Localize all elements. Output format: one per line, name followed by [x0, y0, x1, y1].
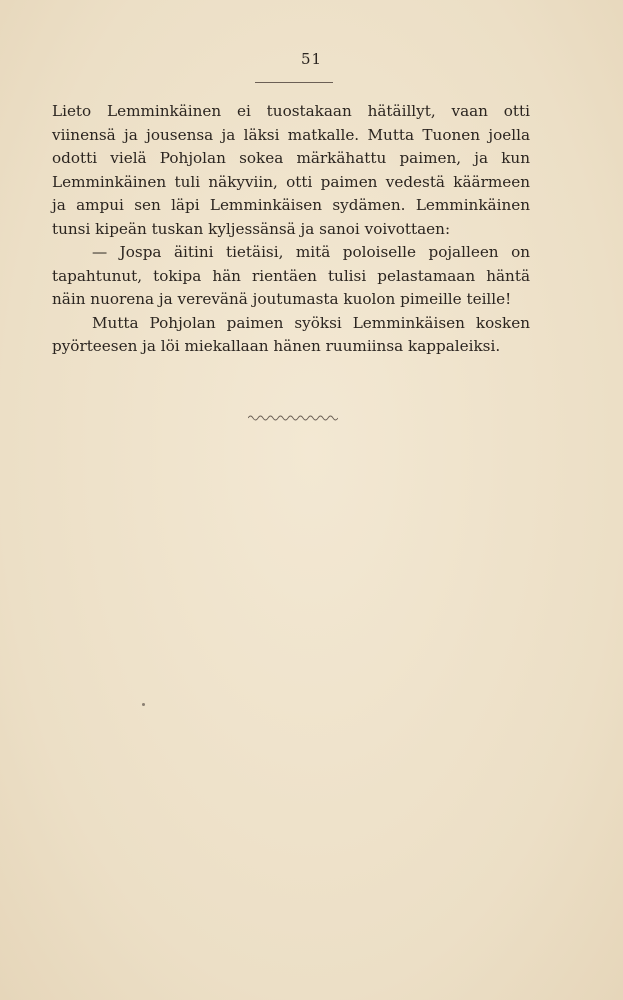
text-line: viinensä ja jousensa ja läksi matkalle. Mutta Tuonen joella: [52, 125, 530, 144]
text-line: näin nuorena ja verevänä joutumasta kuolon pimeille teille!: [52, 290, 512, 308]
text-line: pyörteesen ja löi miekallaan hänen ruumiinsa kappaleiksi.: [52, 337, 501, 355]
page-number-rule: [255, 82, 333, 83]
text-line: Lemminkäinen tuli näkyviin, otti paimen vedestä käärmeen: [52, 172, 530, 191]
text-line: Lieto Lemminkäinen ei tuostakaan hätäillyt, vaan otti: [52, 102, 530, 120]
text-line: ja ampui sen läpi Lemminkäisen sydämen. Lemminkäinen: [52, 196, 530, 214]
body-text: [52, 100, 530, 359]
paper-speck: [142, 703, 145, 706]
text-line: tapahtunut, tokipa hän rientäen tulisi pelastamaan häntä: [52, 266, 530, 285]
text-line: Mutta Pohjolan paimen syöksi Lemminkäisen kosken: [92, 313, 530, 332]
text-line: tunsi kipeän tuskan kyljessänsä ja sanoi voivottaen:: [52, 219, 451, 238]
wavy-rule-ornament: [248, 413, 338, 423]
text-line: — Jospa äitini tietäisi, mitä poloiselle pojalleen on: [92, 243, 530, 261]
page-number: 51: [300, 50, 323, 68]
text-line: odotti vielä Pohjolan sokea märkähattu paimen, ja kun: [52, 149, 530, 167]
